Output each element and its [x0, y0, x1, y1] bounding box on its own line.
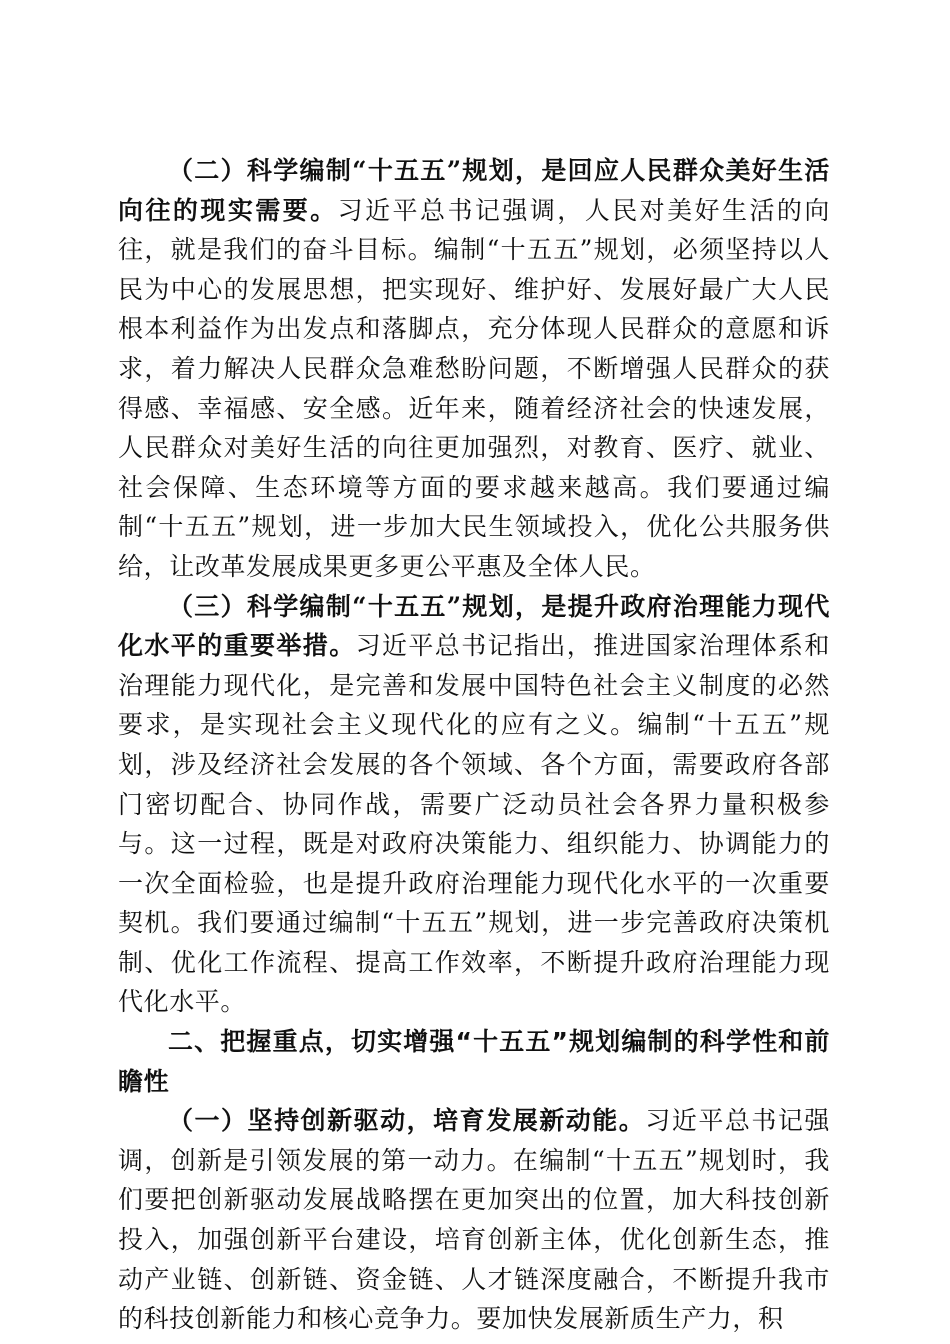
paragraph-2-lead: （二）科学编制“十五五”规划，是回应人民群众美好生活向往的现实需要。 — [118, 156, 830, 225]
paragraph-3-lead: （三）科学编制“十五五”规划，是提升政府治理能力现代化水平的重要举措。 — [118, 591, 830, 661]
paragraph-2-body: 习近平总书记强调，人民对美好生活的向往，就是我们的奋斗目标。编制“十五五”规划，必须坚持以人民为中心的发展思想，把实现好、维护好、发展好最广大人民根本利益作为出发点和落脚点，充分体现人民群众的意愿和诉求，着力解决人民群众急难愁盼问题，不断增强人民群众的获得感、幸福感、安全感。近年来，随着经济社会的快速发展，人民群众对美好生活的向往更加强烈，对教育、医疗、就业、社会保障、生态环境等方面的要求越来越高。我们要通过编制“十五五”规划，进一步加大民生领域投入，优化公共服务供给，让改革发展成果更多更公平惠及全体人民。 — [118, 195, 830, 581]
document-body — [118, 151, 830, 1339]
paragraph-2 — [118, 151, 830, 587]
paragraph-1-lead: （一）坚持创新驱动，培育发展新动能。 — [168, 1106, 646, 1136]
section-heading: 二、把握重点，切实增强“十五五”规划编制的科学性和前瞻性 — [118, 1027, 830, 1096]
paragraph-3-body: 习近平总书记指出，推进国家治理体系和治理能力现代化，是完善和发展中国特色社会主义制度的必然要求，是实现社会主义现代化的应有之义。编制“十五五”规划，涉及经济社会发展的各个领域、各个方面，需要政府各部门密切配合、协同作战，需要广泛动员社会各界力量积极参与。这一过程，既是对政府决策能力、组织能力、协调能力的一次全面检验，也是提升政府治理能力现代化水平的一次重要契机。我们要通过编制“十五五”规划，进一步完善政府决策机制、优化工作流程、提高工作效率，不断提升政府治理能力现代化水平。 — [118, 631, 830, 1017]
paragraph-1-body: 习近平总书记强调，创新是引领发展的第一动力。在编制“十五五”规划时，我们要把创新驱动发展战略摆在更加突出的位置，加大科技创新投入，加强创新平台建设，培育创新主体，优化创新生态，推动产业链、创新链、资金链、人才链深度融合，不断提升我市的科技创新能力和核心竞争力。要加快发展新质生产力，积 — [118, 1106, 830, 1334]
paragraph-3 — [118, 587, 830, 1023]
paragraph-1 — [118, 1101, 830, 1339]
